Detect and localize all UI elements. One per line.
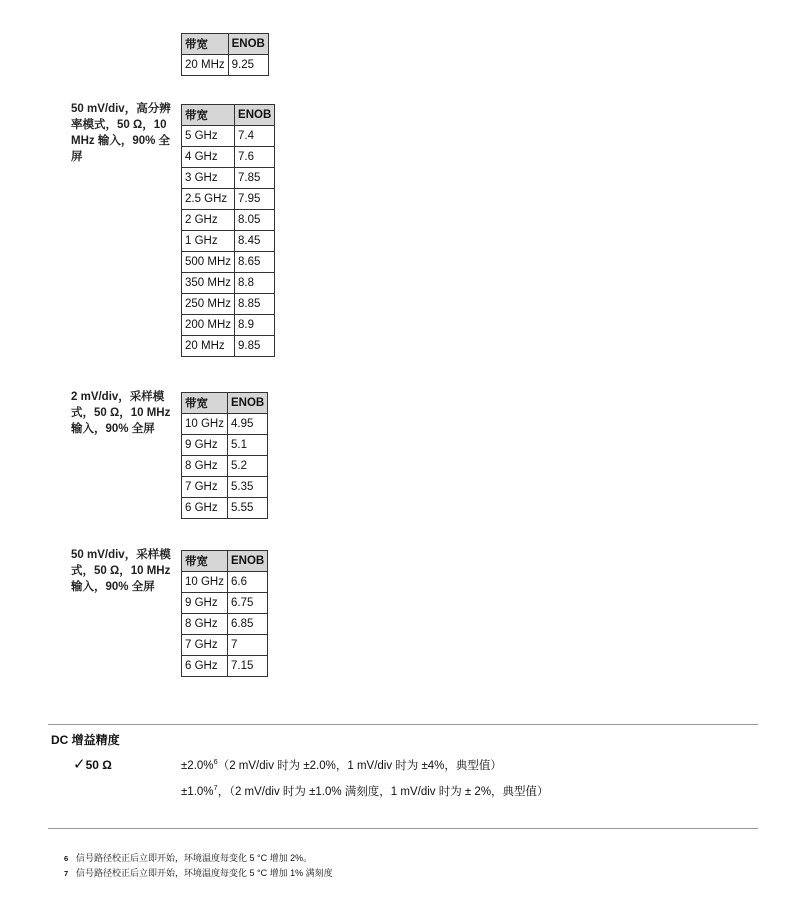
- table-condition-label: 50 mV/div，采样模式，50 Ω，10 MHz 输入，90% 全屏: [71, 549, 171, 593]
- enob-cell: 6.6: [228, 572, 268, 593]
- enob-cell: 6.85: [228, 614, 268, 635]
- table-row: [182, 210, 275, 231]
- checkmark-icon: ✓: [73, 756, 86, 773]
- bandwidth-cell: 4 GHz: [182, 147, 235, 168]
- section-divider: [48, 724, 758, 725]
- table-row: [182, 273, 275, 294]
- bandwidth-cell: 9 GHz: [182, 435, 228, 456]
- bandwidth-cell: 6 GHz: [182, 656, 228, 677]
- bandwidth-cell: 350 MHz: [182, 273, 235, 294]
- enob-cell: 8.85: [235, 294, 275, 315]
- bandwidth-cell: 20 MHz: [182, 55, 229, 76]
- dc-gain-detail-2: ，（2 mV/div 时为 ±1.0% 满刻度，1 mV/div 时为 ± 2%，典型值）: [217, 786, 549, 798]
- table-condition-label: 50 mV/div，高分辨率模式，50 Ω，10 MHz 输入，90% 全屏: [71, 103, 171, 163]
- header-bandwidth: 带宽: [182, 34, 229, 55]
- bandwidth-cell: 3 GHz: [182, 168, 235, 189]
- enob-table-3: [181, 550, 268, 677]
- enob-cell: 7.4: [235, 126, 275, 147]
- table-row: [182, 315, 275, 336]
- table-header-row: [182, 34, 269, 55]
- table-row: [182, 55, 269, 76]
- table-row: [182, 147, 275, 168]
- enob-cell: 7.6: [235, 147, 275, 168]
- enob-cell: 7.95: [235, 189, 275, 210]
- footnote-ref-7: 7: [213, 783, 218, 792]
- bandwidth-cell: 5 GHz: [182, 126, 235, 147]
- bandwidth-cell: 8 GHz: [182, 456, 228, 477]
- enob-cell: 5.1: [228, 435, 268, 456]
- header-bandwidth: 带宽: [182, 551, 228, 572]
- bandwidth-cell: 2.5 GHz: [182, 189, 235, 210]
- table-row: [182, 498, 268, 519]
- enob-cell: 8.45: [235, 231, 275, 252]
- header-enob: ENOB: [228, 393, 268, 414]
- dc-gain-line-1: [181, 757, 502, 773]
- table-row: [182, 656, 268, 677]
- table-header-row: [182, 551, 268, 572]
- table-row: [182, 189, 275, 210]
- dc-gain-line-2: [181, 783, 549, 799]
- footnote-text: 信号路径校正后立即开始，环境温度每变化 5 °C 增加 1% 满刻度: [76, 868, 333, 878]
- table-row: [182, 168, 275, 189]
- dc-gain-detail-1: （2 mV/div 时为 ±2.0%，1 mV/div 时为 ±4%，典型值）: [217, 760, 502, 772]
- footnote-number: 7: [64, 869, 69, 878]
- enob-cell: 8.05: [235, 210, 275, 231]
- table-row: [182, 635, 268, 656]
- header-bandwidth: 带宽: [182, 393, 228, 414]
- bandwidth-cell: 200 MHz: [182, 315, 235, 336]
- footnote-7: [64, 866, 333, 879]
- enob-table-2: [181, 392, 268, 519]
- enob-cell: 9.25: [228, 55, 268, 76]
- dc-gain-value-1: ±2.0%: [181, 760, 214, 772]
- bandwidth-cell: 250 MHz: [182, 294, 235, 315]
- enob-cell: 8.9: [235, 315, 275, 336]
- bandwidth-cell: 7 GHz: [182, 477, 228, 498]
- footnote-divider: [48, 828, 758, 829]
- enob-table-0: [181, 33, 269, 76]
- impedance-value: 50 Ω: [85, 758, 112, 772]
- footnote-number: 6: [64, 854, 69, 863]
- enob-cell: 8.8: [235, 273, 275, 294]
- table-row: [182, 593, 268, 614]
- enob-cell: 7: [228, 635, 268, 656]
- footnote-ref-6: 6: [213, 757, 218, 766]
- bandwidth-cell: 2 GHz: [182, 210, 235, 231]
- enob-table-1: [181, 104, 275, 357]
- bandwidth-cell: 500 MHz: [182, 252, 235, 273]
- table-row: [182, 294, 275, 315]
- bandwidth-cell: 10 GHz: [182, 572, 228, 593]
- enob-cell: 7.85: [235, 168, 275, 189]
- enob-cell: 5.2: [228, 456, 268, 477]
- enob-cell: 5.35: [228, 477, 268, 498]
- header-enob: ENOB: [235, 105, 275, 126]
- bandwidth-cell: 6 GHz: [182, 498, 228, 519]
- table-header-row: [182, 105, 275, 126]
- bandwidth-cell: 1 GHz: [182, 231, 235, 252]
- table-header-row: [182, 393, 268, 414]
- table-row: [182, 336, 275, 357]
- enob-cell: 5.55: [228, 498, 268, 519]
- bandwidth-cell: 9 GHz: [182, 593, 228, 614]
- table-row: [182, 252, 275, 273]
- header-bandwidth: 带宽: [182, 105, 235, 126]
- table-row: [182, 414, 268, 435]
- table-row: [182, 477, 268, 498]
- bandwidth-cell: 7 GHz: [182, 635, 228, 656]
- table-row: [182, 435, 268, 456]
- bandwidth-cell: 20 MHz: [182, 336, 235, 357]
- enob-cell: 4.95: [228, 414, 268, 435]
- enob-cell: 8.65: [235, 252, 275, 273]
- dc-gain-value-2: ±1.0%: [181, 786, 214, 798]
- dc-gain-title: DC 增益精度: [51, 733, 120, 747]
- table-row: [182, 126, 275, 147]
- bandwidth-cell: 8 GHz: [182, 614, 228, 635]
- enob-cell: 7.15: [228, 656, 268, 677]
- table-row: [182, 231, 275, 252]
- bandwidth-cell: 10 GHz: [182, 414, 228, 435]
- header-enob: ENOB: [228, 34, 268, 55]
- enob-cell: 9.85: [235, 336, 275, 357]
- enob-cell: 6.75: [228, 593, 268, 614]
- impedance-row: [73, 755, 112, 773]
- table-row: [182, 572, 268, 593]
- table-row: [182, 456, 268, 477]
- table-row: [182, 614, 268, 635]
- header-enob: ENOB: [228, 551, 268, 572]
- table-condition-label: 2 mV/div，采样模式，50 Ω，10 MHz 输入，90% 全屏: [71, 391, 171, 435]
- footnote-6: [64, 851, 312, 864]
- footnote-text: 信号路径校正后立即开始，环境温度每变化 5 °C 增加 2%。: [76, 853, 313, 863]
